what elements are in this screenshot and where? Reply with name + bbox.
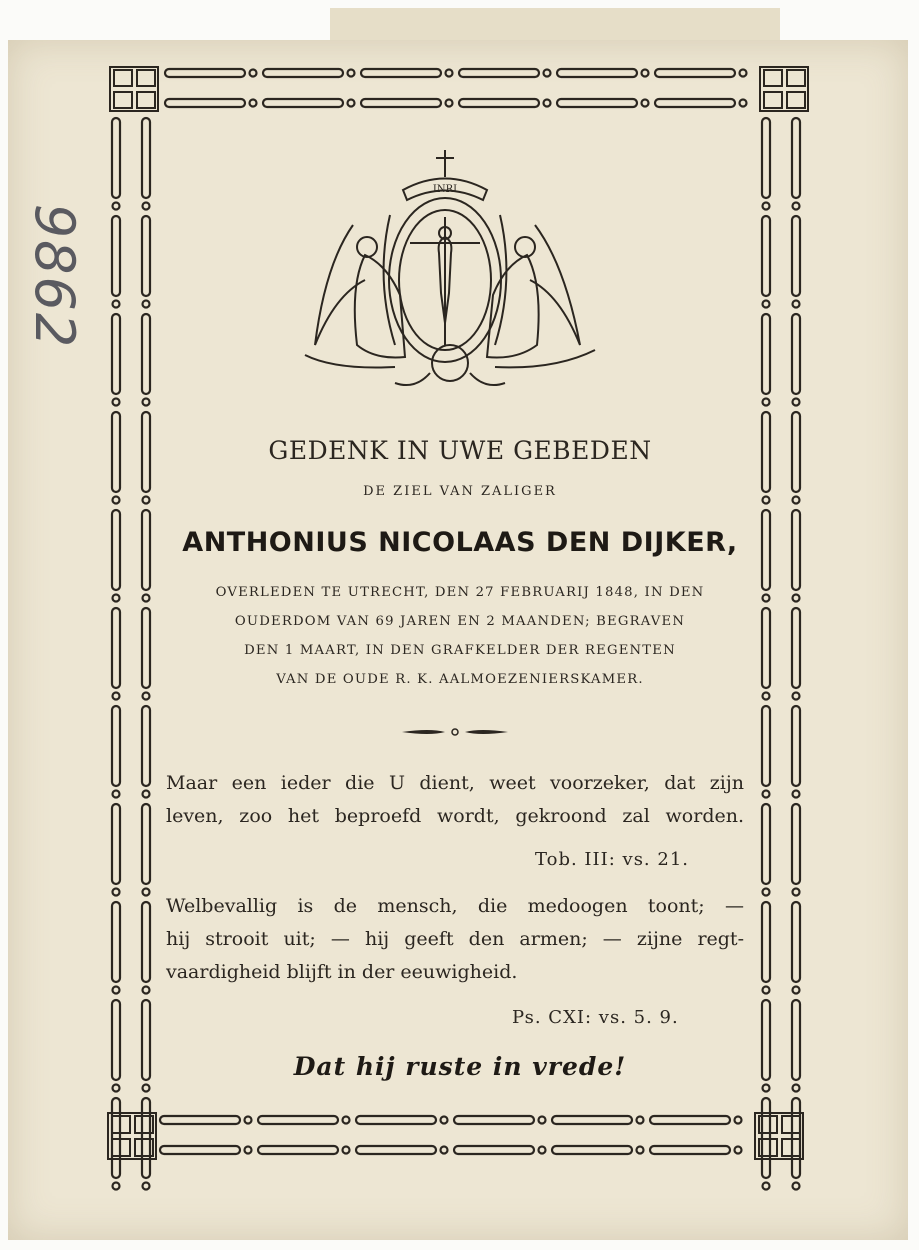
border-link [792,412,800,492]
border-bead [441,1117,448,1124]
border-bead [763,301,770,308]
border-bead [544,70,551,77]
corner-ornament-top-left [110,67,158,111]
border-link [112,412,120,492]
border-bead [446,100,453,107]
border-bead [793,889,800,896]
border-bead [793,399,800,406]
death-details [160,578,760,694]
border-bead [143,889,150,896]
border-bead [740,100,747,107]
border-link [762,216,770,296]
border-link [557,99,637,107]
decorative-divider [400,726,510,738]
border-bead [637,1147,644,1154]
border-bead [763,693,770,700]
border-bead [143,693,150,700]
border-bead [250,100,257,107]
border-bead [113,693,120,700]
border-bead [250,70,257,77]
border-bead [113,1085,120,1092]
subheading: DE ZIEL VAN ZALIGER [363,484,557,499]
border-bead [113,1183,120,1190]
border-link [792,608,800,688]
deceased-name: ANTHONIUS NICOLAAS DEN DIJKER, [182,527,738,558]
border-bead [793,987,800,994]
border-link [142,1000,150,1080]
border-bead [143,987,150,994]
border-link [762,118,770,198]
quote-line: hij strooit uit; — hij geeft den armen; — zijne regt- [166,928,744,950]
border-bead [113,889,120,896]
border-link [142,804,150,884]
border-link [165,69,245,77]
border-link [454,1116,534,1124]
border-link [792,706,800,786]
inri-inscription: INRI [432,184,458,195]
border-link [552,1116,632,1124]
border-bead [446,70,453,77]
border-link [142,902,150,982]
border-bead [793,693,800,700]
border-bead [793,791,800,798]
border-bead [763,595,770,602]
heading: GEDENK IN UWE GEBEDEN [268,436,652,465]
border-bead [637,1117,644,1124]
border-bead [343,1147,350,1154]
border-link [762,412,770,492]
detail-line: VAN DE OUDE R. K. AALMOEZENIERSKAMER. [276,672,644,687]
border-link [112,804,120,884]
border-bead [763,399,770,406]
border-link [142,118,150,198]
border-link [142,706,150,786]
border-bead [113,595,120,602]
border-bead [793,203,800,210]
border-link [142,510,150,590]
border-bead [113,791,120,798]
quote-line: Maar een ieder die U dient, weet voorzeker, dat zijn [166,772,744,794]
border-link [655,69,735,77]
border-bead [143,791,150,798]
border-link [762,608,770,688]
border-link [356,1116,436,1124]
border-bead [544,100,551,107]
border-bead [735,1117,742,1124]
border-bead [793,1085,800,1092]
border-link [361,69,441,77]
scripture-reference-1: Tob. III: vs. 21. [535,849,690,870]
border-bead [143,497,150,504]
border-link [762,706,770,786]
border-link [142,314,150,394]
border-link [112,314,120,394]
border-link [142,608,150,688]
quote-line: leven, zoo het beproefd wordt, gekroond zal worden. [166,805,744,827]
border-link [356,1146,436,1154]
border-bead [793,497,800,504]
scripture-quote-1 [166,767,744,833]
border-link [557,69,637,77]
border-link [792,804,800,884]
border-link [762,902,770,982]
corner-ornament-bottom-left [108,1113,156,1159]
border-bead [441,1147,448,1154]
border-link [792,902,800,982]
border-link [762,510,770,590]
border-link [258,1146,338,1154]
border-bead [539,1147,546,1154]
scripture-reference-2: Ps. CXI: vs. 5. 9. [512,1007,679,1028]
border-link [650,1116,730,1124]
border-bead [113,399,120,406]
border-link [762,1000,770,1080]
quote-line: Welbevallig is de mensch, die medoogen toont; — [166,895,744,917]
border-link [792,1000,800,1080]
crucifix-emblem-icon [295,145,605,410]
border-link [112,902,120,982]
border-link [459,69,539,77]
border-link [792,216,800,296]
border-link [165,99,245,107]
border-bead [793,301,800,308]
border-link [142,412,150,492]
border-bead [793,595,800,602]
border-bead [348,100,355,107]
border-bead [113,301,120,308]
border-link [459,99,539,107]
border-bead [763,889,770,896]
border-link [142,216,150,296]
border-bead [143,1085,150,1092]
border-bead [642,100,649,107]
border-link [454,1146,534,1154]
border-bead [113,987,120,994]
border-bead [143,203,150,210]
border-link [112,510,120,590]
border-bead [642,70,649,77]
border-bead [763,497,770,504]
border-link [112,118,120,198]
border-bead [348,70,355,77]
border-bead [143,399,150,406]
border-link [655,99,735,107]
border-bead [113,497,120,504]
scripture-quote-2 [166,890,744,989]
border-bead [113,203,120,210]
border-bead [143,1183,150,1190]
closing-prayer: Dat hij ruste in vrede! [293,1052,627,1081]
border-link [112,706,120,786]
border-link [650,1146,730,1154]
quote-line: vaardigheid blijft in der eeuwigheid. [166,961,518,983]
border-bead [343,1117,350,1124]
border-link [792,314,800,394]
border-link [792,510,800,590]
border-bead [793,1183,800,1190]
border-link [160,1146,240,1154]
border-bead [763,987,770,994]
detail-line: DEN 1 MAART, IN DEN GRAFKELDER DER REGENTEN [244,643,676,658]
border-bead [763,791,770,798]
border-link [762,804,770,884]
border-link [112,1000,120,1080]
border-bead [763,1085,770,1092]
border-link [112,216,120,296]
detail-line: OUDERDOM VAN 69 JAREN EN 2 MAANDEN; BEGRAVEN [234,614,686,629]
border-link [160,1116,240,1124]
corner-ornament-top-right [760,67,808,111]
border-bead [763,1183,770,1190]
border-bead [143,301,150,308]
border-link [258,1116,338,1124]
border-link [762,314,770,394]
border-bead [740,70,747,77]
border-bead [143,595,150,602]
border-link [263,69,343,77]
border-bead [735,1147,742,1154]
border-link [112,608,120,688]
border-link [263,99,343,107]
border-link [792,118,800,198]
border-bead [245,1117,252,1124]
border-bead [245,1147,252,1154]
border-link [361,99,441,107]
border-link [552,1146,632,1154]
detail-line: OVERLEDEN TE UTRECHT, DEN 27 FEBRUARIJ 1848, IN DEN [215,585,705,600]
border-bead [539,1117,546,1124]
border-bead [763,203,770,210]
archive-number: 9862 [23,203,87,350]
